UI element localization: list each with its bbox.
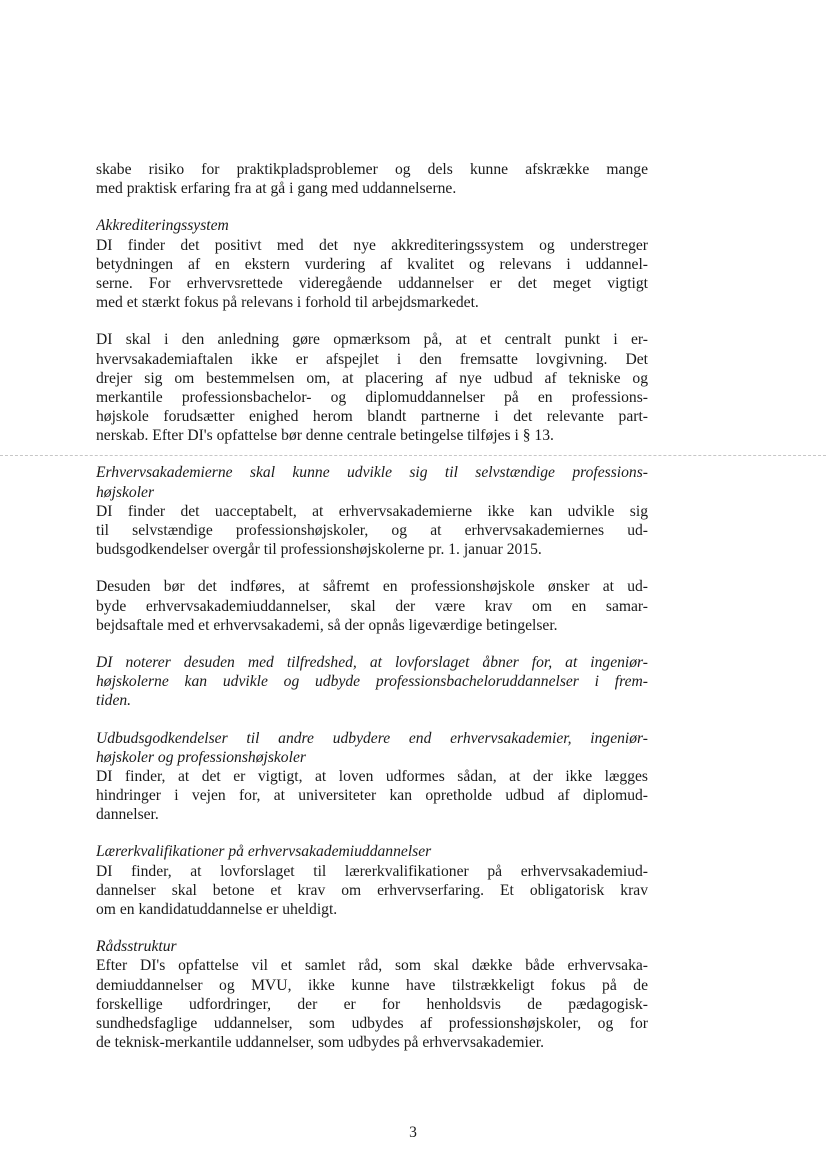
text-line: betydningen af en ekstern vurdering af kvalitet og relevans i uddannel- (96, 255, 648, 273)
section-heading: Lærerkvalifikationer på erhvervsakademiuddannelser (96, 843, 432, 861)
text-line: hvervsakademiaftalen ikke er afspejlet i den fremsatte lovgivning. Det (96, 350, 648, 368)
text-line: nerskab. Efter DI's opfattelse bør denne centrale betingelse tilføjes i § 13. (96, 427, 554, 445)
text-line: serne. For erhvervsrettede videregående uddannelser er det meget vigtigt (96, 274, 648, 292)
section-laererkvalifikationer (96, 842, 648, 919)
section-heading: Akkrediteringssystem (96, 217, 229, 235)
text-line: dannelser. (96, 806, 159, 824)
text-line: højskolerne kan udvikle og udbyde professionsbacheloruddannelser i frem- (96, 673, 648, 691)
section-heading: Erhvervsakademierne skal kunne udvikle sig til selvstændige professions- (96, 464, 648, 482)
text-line: til selvstændige professionshøjskoler, og at erhvervsakademiernes ud- (96, 522, 648, 539)
text-line: DI finder det positivt med det nye akkrediteringssystem og understreger (96, 236, 648, 254)
text-line: dannelser skal betone et krav om erhvervserfaring. Et obligatorisk krav (96, 881, 648, 899)
section-heading: højskoler (96, 483, 155, 501)
text-line: DI finder, at lovforslaget til lærerkvalifikationer på erhvervsakademiud- (96, 862, 648, 880)
text-line: DI finder, at det er vigtigt, at loven udformes sådan, at der ikke lægges (96, 767, 648, 785)
text-line: de teknisk-merkantile uddannelser, som udbydes på erhvervsakademier. (96, 1034, 544, 1052)
text-line: demiuddannelser og MVU, ikke kunne have tilstrækkeligt fokus på de (96, 976, 648, 994)
text-line: hindringer i vejen for, at universiteter kan opretholde udbud af diplomud- (96, 787, 648, 805)
section-heading: højskoler og professionshøjskoler (96, 748, 306, 766)
text-line: drejer sig om bestemmelsen om, at placering af nye udbud af tekniske og (96, 369, 648, 387)
text-line: med praktisk erfaring fra at gå i gang med uddannelserne. (96, 180, 457, 198)
text-line: DI finder det uacceptabelt, at erhvervsakademierne ikke kan udvikle sig (96, 502, 648, 520)
text-column (96, 160, 648, 1052)
text-line: om en kandidatuddannelse er uheldigt. (96, 901, 338, 918)
text-line: DI noterer desuden med tilfredshed, at lovforslaget åbner for, at ingeniør- (96, 653, 648, 671)
page-number: 3 (409, 1124, 417, 1141)
text-line: Desuden bør det indføres, at såfremt en professionshøjskole ønsker at ud- (96, 578, 648, 596)
text-line: med et stærkt fokus på relevans i forhold til arbejdsmarkedet. (96, 294, 479, 312)
text-line: skabe risiko for praktikpladsproblemer og dels kunne afskrække mange (96, 161, 648, 178)
text-line: tiden. (96, 692, 132, 710)
paragraph-opmaerksom (96, 330, 648, 445)
section-erhvervsakademier (96, 463, 648, 559)
section-heading: Rådsstruktur (96, 938, 177, 956)
text-line: merkantile professionsbachelor- og diplomuddannelser på en professions- (96, 388, 648, 406)
text-line: budsgodkendelser overgår til professionshøjskolerne pr. 1. januar 2015. (96, 541, 542, 559)
paragraph-noterer (96, 653, 648, 711)
section-udbudsgodkendelser (96, 729, 648, 825)
section-raadsstruktur (96, 937, 648, 1052)
text-line: sundhedsfaglige uddannelser, som udbydes af professionshøjskoler, og for (96, 1014, 648, 1032)
text-line: byde erhvervsakademiuddannelser, skal der være krav om en samar- (96, 597, 648, 615)
text-line: Efter DI's opfattelse vil et samlet råd, som skal dække både erhvervsaka- (96, 957, 648, 975)
text-line: højskole forudsætter enighed herom blandt partnerne i det relevante part- (96, 408, 648, 426)
paragraph-desuden (96, 577, 648, 635)
paragraph-intro (96, 160, 648, 198)
text-line: bejdsaftale med et erhvervsakademi, så der opnås ligeværdige betingelser. (96, 616, 558, 634)
section-akkreditering (96, 216, 648, 312)
text-line: forskellige udfordringer, der er for henholdsvis de pædagogisk- (96, 995, 648, 1013)
section-heading: Udbudsgodkendelser til andre udbydere end erhvervsakademier, ingeniør- (96, 729, 648, 747)
text-line: DI skal i den anledning gøre opmærksom på, at et centralt punkt i er- (96, 331, 648, 349)
